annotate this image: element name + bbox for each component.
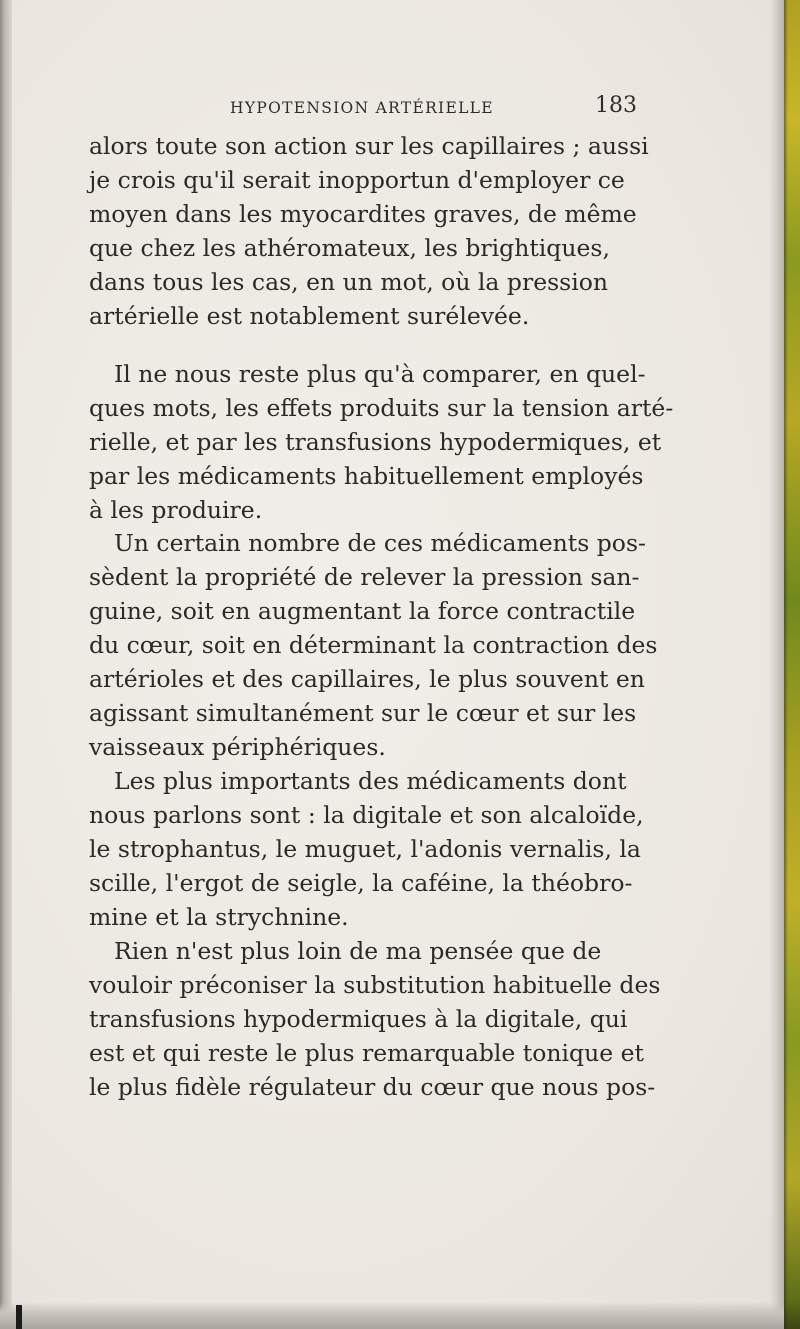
- text-line: artérielle est notablement surélevée.: [89, 302, 530, 330]
- text-line: sèdent la propriété de relever la pression san-: [89, 563, 640, 591]
- text-line: rielle, et par les transfusions hypodermiques, et: [89, 428, 662, 456]
- running-head: [0, 93, 800, 123]
- text-line: nous parlons sont : la digitale et son alcaloïde,: [89, 801, 644, 829]
- text-line: le plus fidèle régulateur du cœur que nous pos-: [89, 1073, 656, 1101]
- bottom-shadow: [0, 1302, 784, 1329]
- text-line: vaisseaux périphériques.: [89, 733, 386, 761]
- text-line: ques mots, les effets produits sur la tension arté-: [89, 394, 674, 422]
- text-line: alors toute son action sur les capillaires ; aussi: [89, 132, 649, 160]
- text-line: dans tous les cas, en un mot, où la pression: [89, 268, 609, 296]
- text-line: Un certain nombre de ces médicaments pos-: [114, 529, 646, 557]
- text-line: scille, l'ergot de seigle, la caféine, la théobro-: [89, 869, 633, 897]
- text-line: par les médicaments habituellement employés: [89, 462, 644, 490]
- text-line: à les produire.: [89, 496, 263, 524]
- page-number: 183: [595, 93, 637, 118]
- text-line: que chez les athéromateux, les brightiques,: [89, 234, 610, 262]
- text-line: transfusions hypodermiques à la digitale, qui: [89, 1005, 628, 1033]
- text-line: artérioles et des capillaires, le plus souvent en: [89, 665, 645, 693]
- running-title: HYPOTENSION ARTÉRIELLE: [230, 99, 494, 117]
- text-line: mine et la strychnine.: [89, 903, 349, 931]
- left-page-edge: [0, 0, 12, 1329]
- bottom-edge-mark: [16, 1305, 22, 1329]
- text-line: Les plus importants des médicaments dont: [114, 767, 627, 795]
- text-line: vouloir préconiser la substitution habituelle des: [89, 971, 661, 999]
- text-line: Rien n'est plus loin de ma pensée que de: [114, 937, 602, 965]
- text-line: je crois qu'il serait inopportun d'employer ce: [89, 166, 625, 194]
- text-line: agissant simultanément sur le cœur et sur les: [89, 699, 637, 727]
- text-line: guine, soit en augmentant la force contractile: [89, 597, 636, 625]
- text-line: est et qui reste le plus remarquable tonique et: [89, 1039, 644, 1067]
- text-line: moyen dans les myocardites graves, de même: [89, 200, 637, 228]
- text-line: le strophantus, le muguet, l'adonis vernalis, la: [89, 835, 641, 863]
- text-line: du cœur, soit en déterminant la contraction des: [89, 631, 658, 659]
- text-line: Il ne nous reste plus qu'à comparer, en quel-: [114, 360, 646, 388]
